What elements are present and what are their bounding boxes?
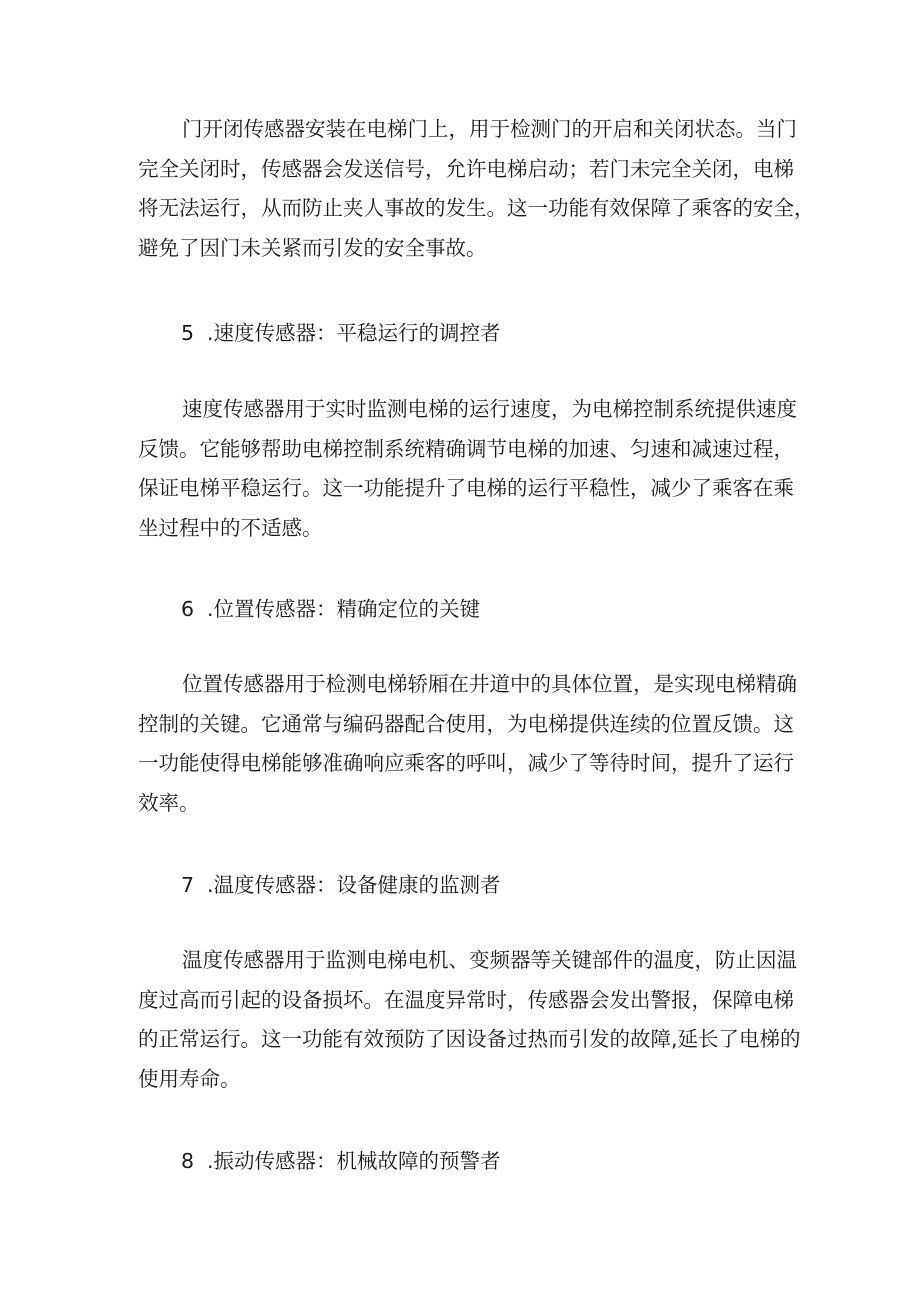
paragraph-line: 避免了因门未关紧而引发的安全事故。: [138, 235, 487, 260]
section-heading-7: [181, 870, 501, 900]
paragraph-temperature-sensor: [138, 941, 801, 1099]
section-heading-6: [181, 594, 480, 624]
paragraph-line: 完全关闭时，传感器会发送信号，允许电梯启动；若门未完全关闭，电梯: [138, 156, 794, 181]
paragraph-line: 反馈。它能够帮助电梯控制系统精确调节电梯的加速、匀速和减速过程，: [138, 436, 794, 461]
paragraph-line: 坐过程中的不适感。: [138, 515, 323, 540]
paragraph-line: 控制的关键。它通常与编码器配合使用，为电梯提供连续的位置反馈。这: [138, 711, 794, 736]
paragraph-line: 将无法运行，从而防止夹人事故的发生。这一功能有效保障了乘客的安全，: [138, 196, 815, 220]
heading-text: .速度传感器：平稳运行的调控者: [207, 321, 501, 345]
paragraph-line: 保证电梯平稳运行。这一功能提升了电梯的运行平稳性，减少了乘客在乘: [138, 476, 794, 500]
paragraph-line: 门开闭传感器安装在电梯门上，用于检测门的开启和关闭状态。当门: [182, 117, 797, 141]
paragraph-door-sensor: [138, 110, 815, 268]
section-heading-8: [181, 1146, 501, 1176]
paragraph-line: 一功能使得电梯能够准确响应乘客的呼叫，减少了等待时间，提升了运行: [138, 751, 794, 775]
heading-number: 8: [181, 1149, 195, 1173]
paragraph-line: 温度传感器用于监测电梯电机、变频器等关键部件的温度，防止因温: [182, 948, 797, 972]
heading-number: 7: [181, 873, 195, 897]
paragraph-position-sensor: [138, 665, 798, 823]
paragraph-line: 速度传感器用于实时监测电梯的运行速度，为电梯控制系统提供速度: [182, 397, 797, 421]
paragraph-line: 使用寿命。: [138, 1066, 241, 1091]
paragraph-line: 效率。: [138, 790, 200, 815]
paragraph-line: 的正常运行。这一功能有效预防了因设备过热而引发的故障,延长了电梯的: [138, 1027, 801, 1051]
heading-text: .位置传感器：精确定位的关键: [207, 597, 481, 621]
paragraph-line: 位置传感器用于检测电梯轿厢在井道中的具体位置，是实现电梯精确: [182, 672, 797, 696]
paragraph-speed-sensor: [138, 390, 798, 548]
heading-number: 6: [181, 597, 195, 621]
section-heading-5: [181, 318, 501, 348]
heading-text: .振动传感器：机械故障的预警者: [207, 1149, 501, 1173]
paragraph-line: 度过高而引起的设备损坏。在温度异常时，传感器会发出警报，保障电梯: [138, 987, 794, 1012]
heading-text: .温度传感器：设备健康的监测者: [207, 873, 501, 897]
heading-number: 5: [181, 321, 195, 345]
